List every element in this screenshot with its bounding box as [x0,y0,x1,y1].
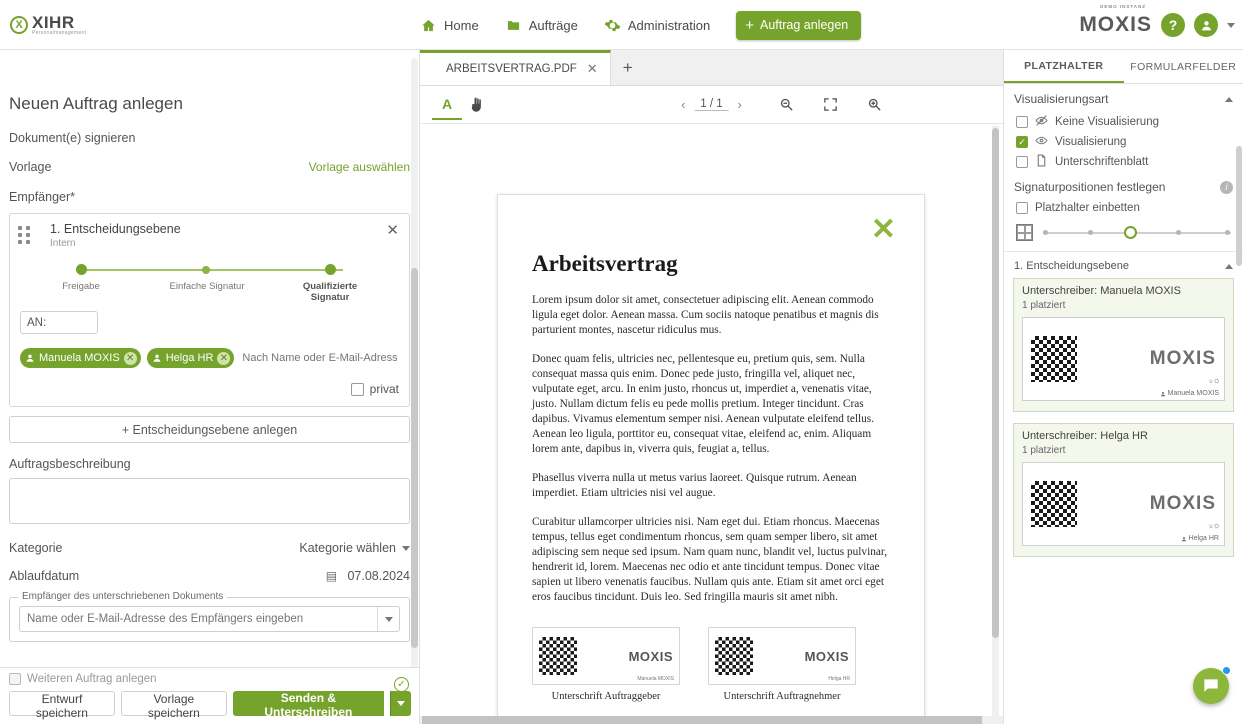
home-icon [420,18,437,33]
calendar-icon[interactable]: ▤ [325,569,338,583]
document-paragraph: Phasellus viverra nulla ut metus varius laoreet. Quisque rutrum. Aenean imperdiet. Etiam ultricies nisi vel augue. [532,472,857,500]
drag-handle-icon[interactable] [18,226,32,244]
description-textarea[interactable] [9,478,410,524]
viewer-tab-label: ARBEITSVERTRAG.PDF [446,63,577,75]
page-indicator[interactable]: 1 / 1 [695,98,729,111]
final-recipient-fieldset [9,591,410,642]
document-heading: Arbeitsvertrag [532,251,678,276]
chevron-up-icon[interactable] [1225,97,1233,102]
remove-chip-icon[interactable]: ✕ [217,352,230,365]
option-label: Unterschriftenblatt [1055,156,1149,168]
visualization-section-title: Visualisierungsart [1014,92,1109,106]
person-icon [1160,391,1166,397]
slider-label-freigabe: Freigabe [62,281,100,292]
further-order-row[interactable] [9,668,411,690]
final-recipient-chevron-icon[interactable] [377,607,399,631]
private-checkbox[interactable] [351,383,364,396]
nav-item-administration[interactable] [604,17,710,34]
tab-platzhalter[interactable]: PLATZHALTER [1004,50,1124,83]
recipient-chip-label: Helga HR [165,352,214,364]
signature-brand: MOXIS [1149,348,1216,369]
zoom-in-icon[interactable] [860,90,890,120]
divider [1004,251,1243,252]
signature-brand: MOXIS [628,648,673,664]
document-viewer [420,50,1003,724]
document-canvas[interactable] [420,124,1003,724]
private-row [20,382,399,396]
signer-signature-preview[interactable] [1022,462,1225,546]
eye-icon [1035,134,1048,150]
recipient-chip-bar [20,348,399,368]
slider-node-einfache[interactable] [202,266,210,274]
slider-tick [1088,230,1093,235]
pdf-page[interactable] [497,194,925,724]
option-keine-visualisierung[interactable] [1004,112,1243,132]
left-panel-scrollbar[interactable] [411,58,418,698]
signature-brand: MOXIS [804,648,849,664]
page-subtitle: Dokument(e) signieren [9,131,136,145]
qr-code-icon [715,637,753,675]
form-footer [0,667,420,724]
option-label: Keine Visualisierung [1055,116,1159,128]
nav-item-auftraege[interactable] [505,18,578,33]
nav-item-home[interactable] [420,18,479,33]
select-template-link[interactable]: Vorlage auswählen [308,160,410,174]
signature-signer-name [1181,535,1219,542]
level-section-header[interactable] [1004,258,1243,278]
chevron-down-icon [402,546,410,551]
recipients-label: Empfänger* [9,190,76,204]
decision-level-title: 1. Entscheidungsebene [50,222,181,236]
option-unterschriftenblatt[interactable] [1004,152,1243,172]
account-menu-chevron-icon[interactable] [1227,23,1235,28]
signer-card-title: Unterschreiber: Helga HR [1022,430,1148,442]
category-select-value: Kategorie wählen [299,541,396,555]
logo-subtitle: Personalmanagement [32,29,87,36]
signature-uid-icon: u ⛭ [1209,379,1219,385]
option-label: Platzhalter einbetten [1035,202,1140,214]
signer-signature-preview[interactable] [1022,317,1225,401]
eye-off-icon [1035,114,1048,130]
zoom-controls [772,90,890,120]
close-tab-icon[interactable]: ✕ [586,61,598,76]
final-recipient-legend: Empfänger des unterschriebenen Dokuments [18,591,227,602]
document-paragraph: Lorem ipsum dolor sit amet, consectetuer adipiscing elit. Aenean commodo ligula eget dolor. Aenean massa. Cum sociis natoque penatibus et magnis dis parturient montes, nascetur ridiculus mus. [532,294,879,337]
document-paragraph: Donec quam felis, ultricies nec, pellentesque eu, pretium quis, sem. Nulla consequat massa quis enim. Donec pede justo, fringilla vel, aliquet nec, vulputate eget, arcu. In enim justo, rhoncus ut, imperdiet a, venenatis vitae, justo. Nullam dictum felis eu pede mollis pretium. Integer tincidunt. Cras dapibus. Vivamus elementum semper nisi. Aenean vulputate eleifend tellus. Aenean leo ligula, porttitor eu, consequat vitae, eleifend ac, enim. Aliquam lorem ante, dapibus in, viverra quis, feugiat a, tellus. [532,353,875,456]
notification-dot [1222,666,1231,675]
recipient-chip-label: Manuela MOXIS [39,352,120,364]
signature-caption: Unterschrift Auftraggeber [551,691,661,703]
slider-handle[interactable] [1124,226,1137,239]
order-form-panel [0,50,420,724]
signature-placeholder[interactable] [708,627,856,702]
person-icon [1181,536,1187,542]
slider-tick [1043,230,1048,235]
category-label: Kategorie [9,541,63,555]
nav-item-home-label: Home [444,17,479,33]
viewer-horizontal-scrollbar[interactable] [420,716,1003,724]
support-chat-button[interactable] [1193,668,1229,704]
top-navigation [420,0,861,50]
placeholder-size-slider[interactable] [1004,216,1243,245]
signer-card-status: 1 platziert [1022,445,1066,456]
left-panel-scroll-thumb[interactable] [411,268,418,648]
decision-level-card [9,213,410,407]
moxis-brand-badge: DEMO INSTANZ [1100,4,1146,9]
slider-label-einfache: Einfache Signatur [169,281,245,292]
expiry-row [9,569,410,583]
send-and-sign-button[interactable]: Senden & Unterschreiben [233,691,384,716]
checkbox[interactable]: ✓ [1016,136,1028,148]
viewer-hscroll-thumb[interactable] [422,716,982,724]
category-select[interactable] [299,541,410,555]
top-right-area [1079,0,1235,50]
viewer-scroll-thumb[interactable] [992,128,999,638]
right-panel-scrollbar[interactable] [1236,146,1242,416]
info-icon[interactable]: i [1220,181,1233,194]
option-label: Visualisierung [1055,136,1127,148]
remove-chip-icon[interactable]: ✕ [124,352,137,365]
right-panel-scroll-thumb[interactable] [1236,146,1242,266]
viewer-tab-arbeitsvertrag[interactable] [420,50,611,85]
an-input[interactable] [20,311,98,334]
chevron-up-icon[interactable] [1225,264,1233,269]
nav-item-auftraege-label: Aufträge [528,17,578,33]
save-draft-button[interactable]: Entwurf speichern [9,691,115,716]
signature-signer-label: Manuela MOXIS [1167,390,1219,397]
option-platzhalter-einbetten[interactable] [1004,200,1243,216]
top-bar [0,0,1243,50]
signer-card-status: 1 platziert [1022,300,1066,311]
option-visualisierung[interactable] [1004,132,1243,152]
viewer-toolbar [420,86,1003,124]
signature-placeholder[interactable] [532,627,680,702]
further-order-checkbox[interactable] [9,673,21,685]
page-navigation [681,97,742,112]
send-options-chevron-icon[interactable] [390,691,411,716]
slider-tick [1176,230,1181,235]
signature-signer-label: Helga HR [1188,535,1219,542]
zoom-out-icon[interactable] [772,90,802,120]
positions-section-header [1004,172,1243,200]
right-tab-bar [1004,50,1243,84]
viewer-vertical-scrollbar[interactable] [992,126,999,722]
slider-line [1043,232,1231,234]
fit-page-icon[interactable] [816,90,846,120]
signature-level-slider[interactable] [34,261,385,305]
signer-card[interactable] [1013,423,1234,557]
document-paragraph: Curabitur ullamcorper ultricies nisi. Nam eget dui. Etiam rhoncus. Maecenas tempus, tellus eget condimentum rhoncus, sem quam semper libero, sit amet adipiscing sem neque sed ipsum. Nam quam nunc, blandit vel, luctus pulvinar, hendrerit id, lorem. Maecenas nec odio et ante tincidunt tempus. Donec vitae sapien ut libero venenatis faucibus. Nullam quis ante. Etiam sit amet orci eget eros faucibus tincidunt. Duis leo. Sed fringilla mauris sit amet nibh. [532,516,888,604]
recipient-search-input[interactable] [240,351,399,365]
person-icon [25,353,35,363]
next-page-icon[interactable]: › [737,97,742,112]
signature-uid-icon: u ⛭ [1209,524,1219,530]
logo-text: XIHR [32,12,75,32]
document-brand-icon: ✕ [870,213,896,246]
create-order-button-label: Auftrag anlegen [759,18,849,32]
checkbox[interactable] [1016,116,1028,128]
description-label: Auftragsbeschreibung [9,457,131,471]
folder-icon [505,18,522,33]
account-avatar[interactable] [1194,13,1218,37]
create-order-button[interactable] [736,11,861,40]
gear-icon [604,17,621,34]
category-row [9,541,410,555]
signature-placeholders [532,627,890,702]
signature-caption: Unterschrift Auftragnehmer [723,691,841,703]
moxis-brand-text: MOXIS [1079,13,1152,36]
signer-card[interactable] [1013,278,1234,412]
signature-image[interactable] [708,627,856,685]
visualization-section-header[interactable] [1004,84,1243,112]
level-section-title: 1. Entscheidungsebene [1014,260,1129,272]
add-decision-level-button[interactable]: + Entscheidungsebene anlegen [9,416,410,443]
page-title: Neuen Auftrag anlegen [9,94,183,113]
qr-code-icon [1031,336,1077,382]
signature-image[interactable] [532,627,680,685]
checkbox[interactable] [1016,156,1028,168]
qr-code-icon [1031,481,1077,527]
person-icon [152,353,162,363]
signature-signer-name: Manuela MOXIS [637,676,674,683]
slider-node-qualifizierte[interactable] [325,264,336,275]
slider-tick [1225,230,1230,235]
private-label: privat [369,382,399,396]
logo-mark-icon: X [10,16,28,34]
recipient-chip[interactable] [147,348,235,368]
expiry-value-wrap[interactable] [326,569,410,583]
placeholder-panel [1003,50,1243,724]
viewer-tab-bar [420,50,1003,86]
plus-icon: + [745,16,754,34]
positions-section-title: Signaturpositionen festlegen [1014,180,1166,194]
recipient-chip[interactable] [20,348,141,368]
qr-code-icon [539,637,577,675]
pan-hand-icon[interactable] [462,90,492,120]
remove-level-icon[interactable]: ✕ [386,222,399,239]
signature-signer-name: Helga HR [828,676,850,683]
signature-brand: MOXIS [1149,493,1216,514]
signer-card-title: Unterschreiber: Manuela MOXIS [1022,285,1181,297]
expiry-label: Ablaufdatum [9,569,80,583]
chat-icon [1201,676,1221,696]
grid-icon[interactable] [1016,224,1033,241]
signature-signer-name [1160,390,1219,397]
help-button[interactable]: ? [1161,13,1185,37]
save-template-button[interactable]: Vorlage speichern [121,691,227,716]
document-icon [1035,154,1048,170]
slider-label-qualifizierte: Qualifizierte Signatur [302,281,358,303]
further-order-label: Weiteren Auftrag anlegen [27,673,157,685]
template-label: Vorlage [9,160,52,174]
expiry-value: 07.08.2024 [347,569,410,583]
checkbox[interactable] [1016,202,1028,214]
app-logo[interactable] [10,14,86,36]
text-annotate-icon[interactable]: A [432,90,462,120]
slider-node-freigabe[interactable] [76,264,87,275]
moxis-brand [1079,4,1152,37]
decision-level-subtitle: Intern [50,238,76,249]
tab-formularfelder[interactable]: FORMULARFELDER [1130,60,1237,73]
final-recipient-input[interactable] [19,606,400,632]
validation-ok-icon: ✓ [394,677,409,692]
nav-item-administration-label: Administration [627,17,711,33]
prev-page-icon[interactable]: ‹ [681,97,686,112]
add-tab-icon[interactable]: + [622,57,633,77]
